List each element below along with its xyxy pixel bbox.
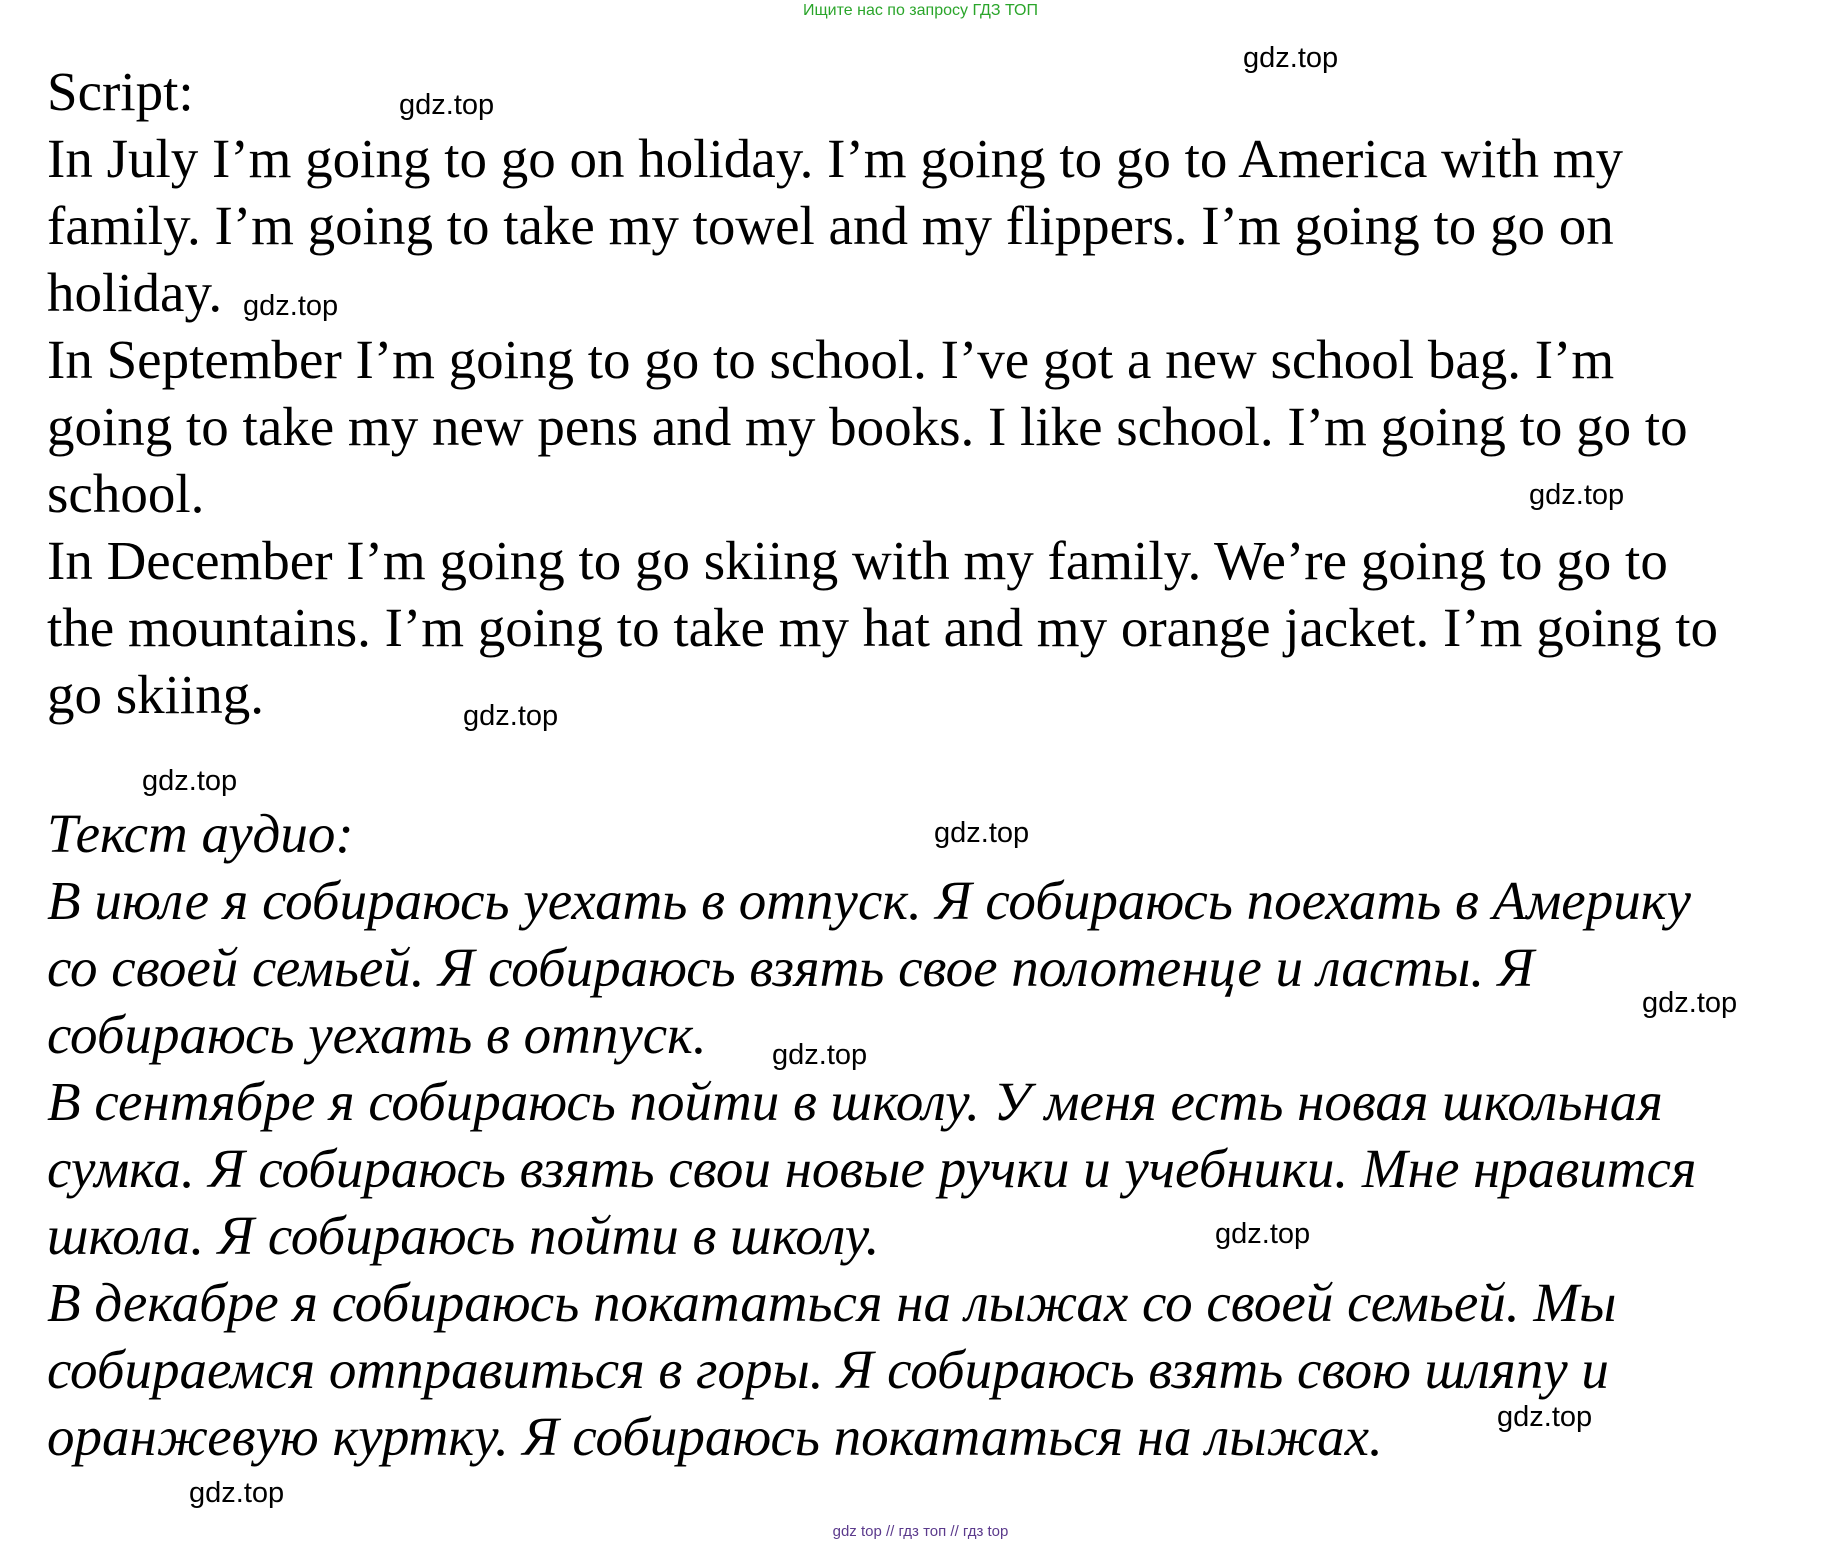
russian-line: сумка. Я собираюсь взять свои новые ручки и учебники. Мне нравится: [47, 1138, 1697, 1199]
top-banner: Ищите нас по запросу ГДЗ ТОП: [803, 2, 1038, 19]
watermark: gdz.top: [934, 817, 1030, 849]
russian-line: школа. Я собираюсь пойти в школу.: [47, 1205, 880, 1266]
bottom-banner: gdz top // гдз топ // гдз top: [832, 1523, 1009, 1540]
watermark: gdz.top: [1215, 1218, 1311, 1250]
english-line: school.: [47, 463, 205, 524]
watermark: gdz.top: [772, 1039, 868, 1071]
russian-line: В июле я собираюсь уехать в отпуск. Я собираюсь поехать в Америку: [47, 870, 1691, 931]
russian-line: со своей семьей. Я собираюсь взять свое полотенце и ласты. Я: [47, 937, 1534, 998]
russian-line: оранжевую куртку. Я собираюсь покататься на лыжах.: [47, 1406, 1383, 1467]
english-line: holiday.: [47, 262, 223, 323]
russian-translation: [47, 800, 1837, 1470]
watermark: gdz.top: [463, 700, 559, 732]
english-heading: Script:: [47, 61, 194, 122]
russian-line: собираюсь уехать в отпуск.: [47, 1004, 707, 1065]
watermark: gdz.top: [399, 89, 495, 121]
watermark: gdz.top: [1529, 479, 1625, 511]
english-line: In December I’m going to go skiing with my family. We’re going to go to: [47, 530, 1668, 591]
watermark: gdz.top: [1642, 987, 1738, 1019]
english-line: In September I’m going to go to school. I’ve got a new school bag. I’m: [47, 329, 1615, 390]
english-line: go skiing.: [47, 664, 264, 725]
watermark: gdz.top: [1497, 1401, 1593, 1433]
watermark: gdz.top: [1243, 42, 1339, 74]
watermark: gdz.top: [189, 1477, 285, 1509]
english-script: [47, 58, 1837, 728]
english-line: the mountains. I’m going to take my hat and my orange jacket. I’m going to: [47, 597, 1719, 658]
russian-line: собираемся отправиться в горы. Я собираюсь взять свою шляпу и: [47, 1339, 1609, 1400]
english-line: In July I’m going to go on holiday. I’m going to go to America with my: [47, 128, 1623, 189]
russian-line: В сентябре я собираюсь пойти в школу. У меня есть новая школьная: [47, 1071, 1663, 1132]
english-line: family. I’m going to take my towel and my flippers. I’m going to go on: [47, 195, 1614, 256]
english-line: going to take my new pens and my books. I like school. I’m going to go to: [47, 396, 1688, 457]
watermark: gdz.top: [243, 290, 339, 322]
watermark: gdz.top: [142, 765, 238, 797]
russian-heading: Текст аудио:: [47, 803, 354, 864]
russian-line: В декабре я собираюсь покататься на лыжах со своей семьей. Мы: [47, 1272, 1617, 1333]
